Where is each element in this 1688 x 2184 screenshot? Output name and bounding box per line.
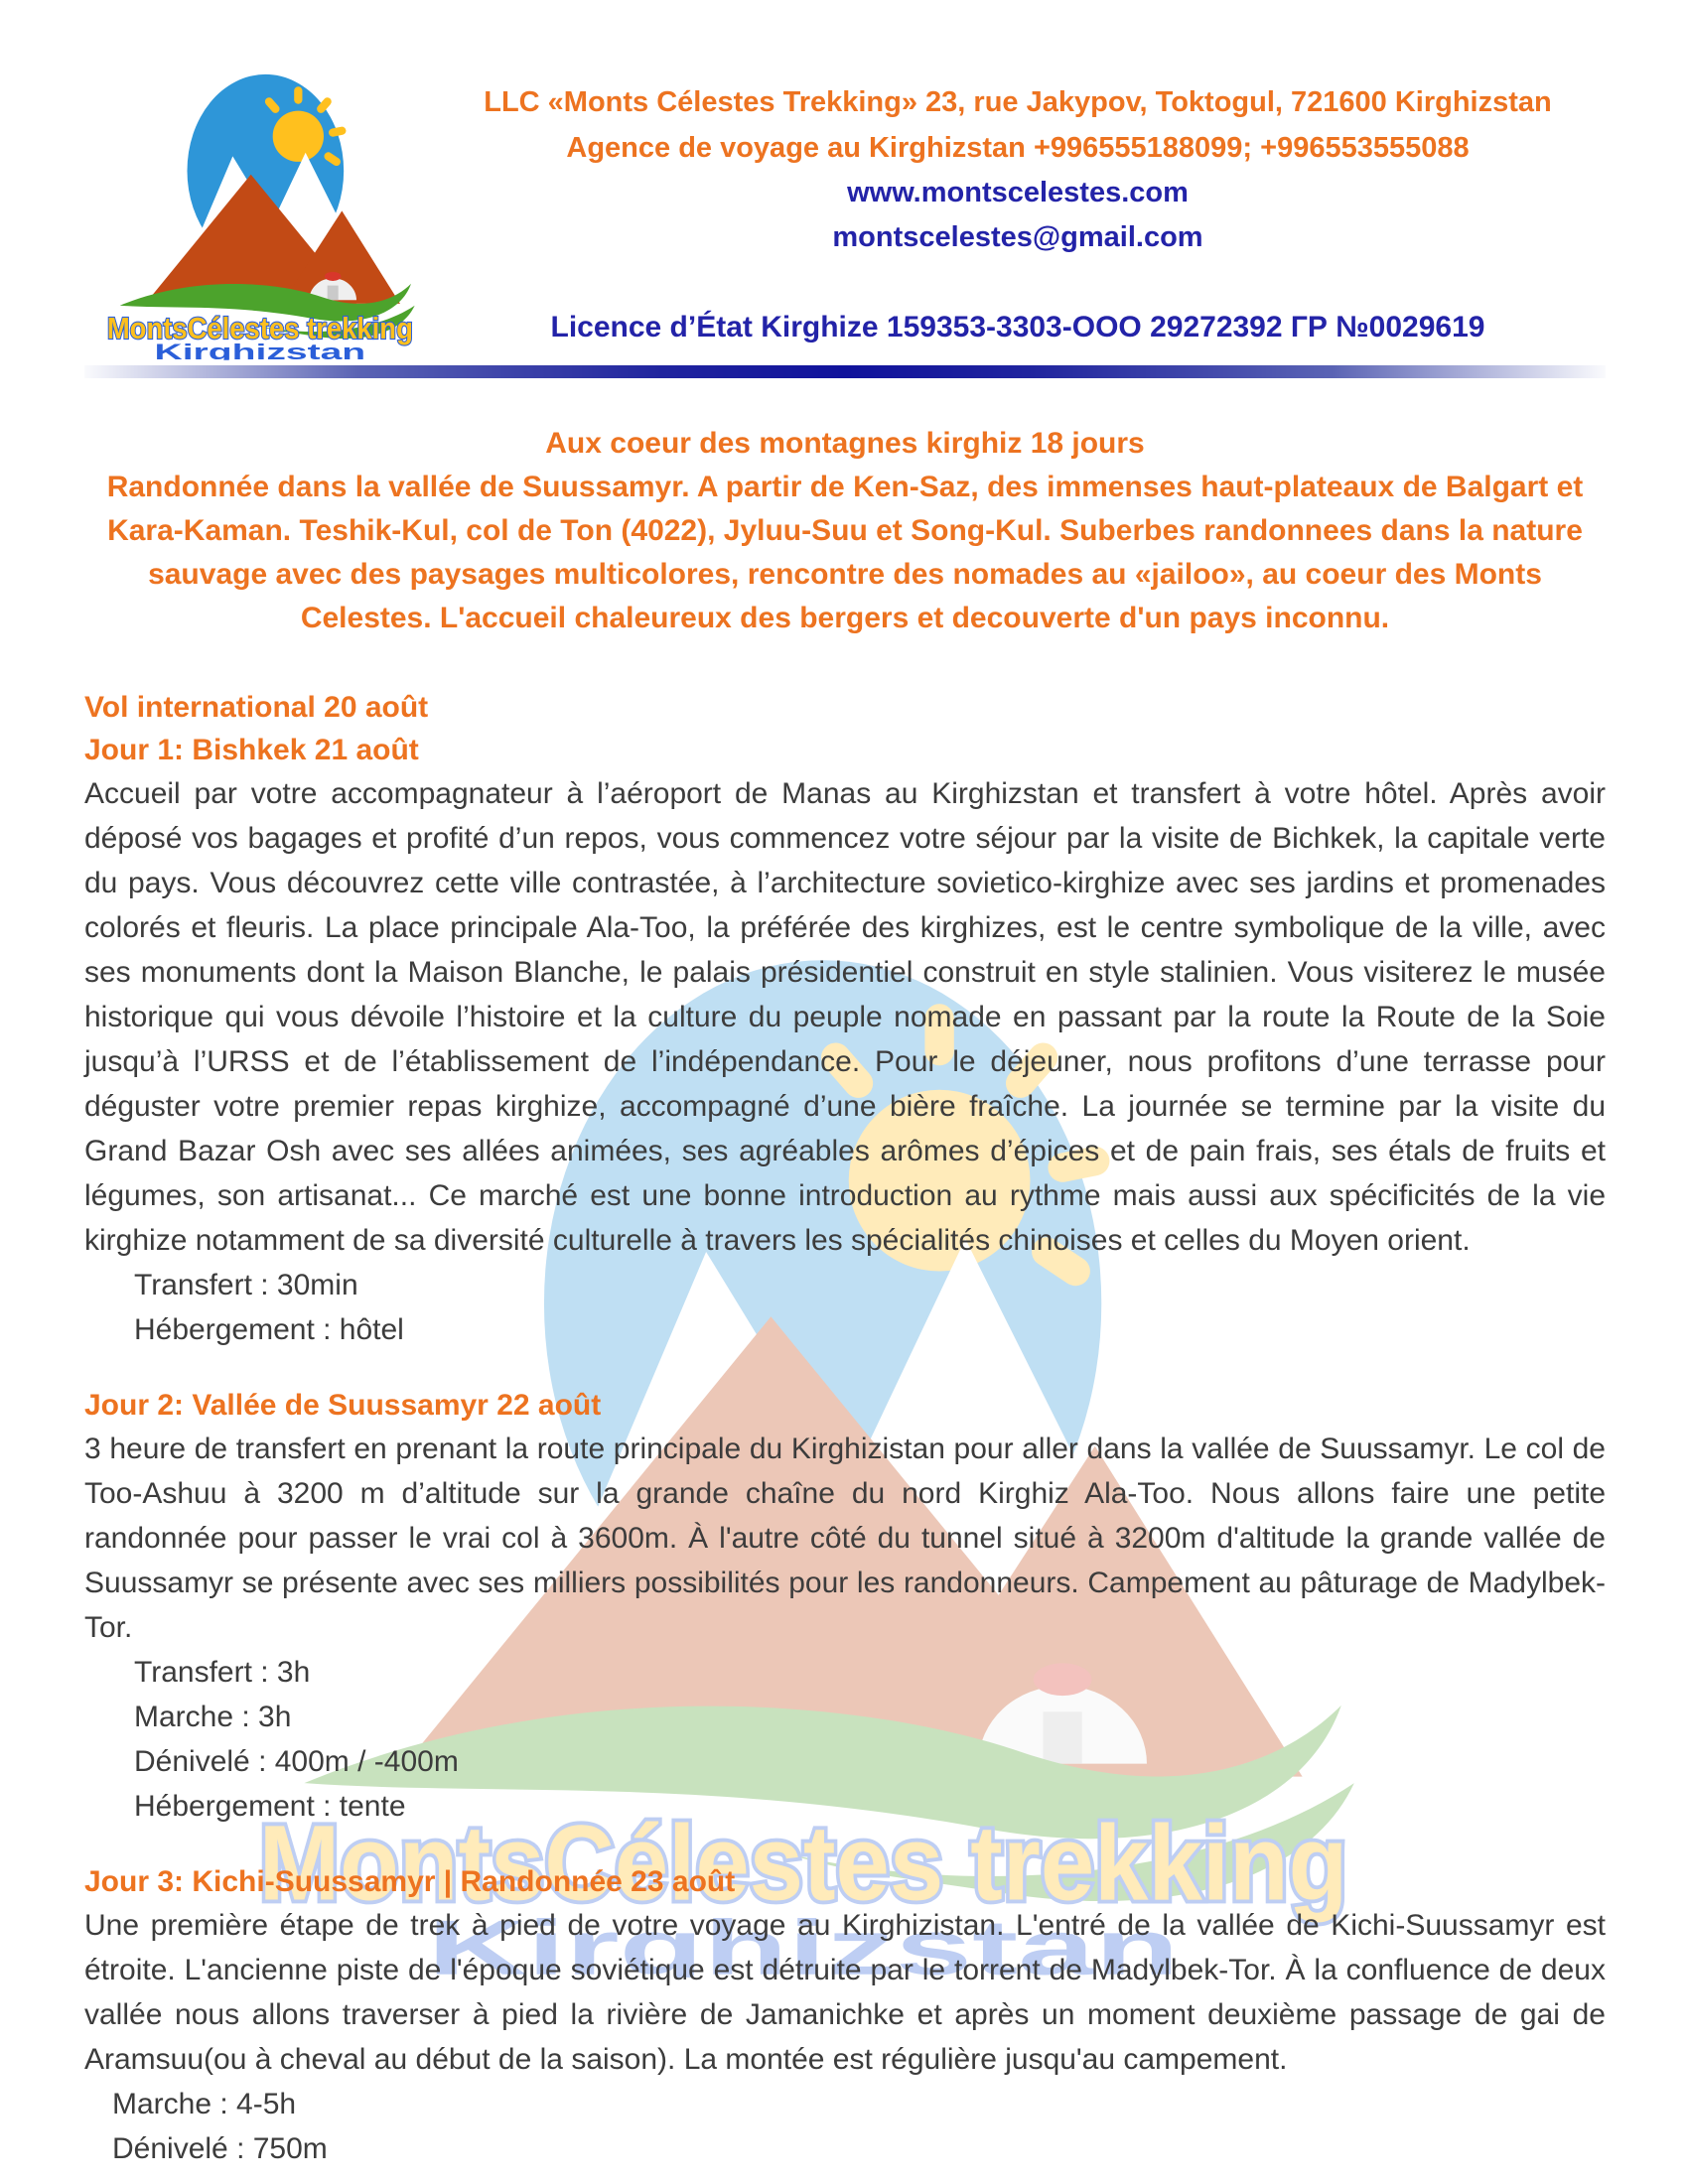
company-address-line: LLC «Monts Célestes Trekking» 23, rue Jakypov, Toktogul, 721600 Kirghizstan — [484, 86, 1552, 118]
stat-denivele: Dénivelé : 750m — [112, 2132, 328, 2165]
licence-line: Licence d’État Kirghize 159353-3303-ООО 29272392 ГР №0029619 — [550, 311, 1485, 343]
stat-marche: Marche : 3h — [134, 1701, 292, 1733]
day-1-body: Accueil par votre accompagnateur à l’aéroport de Manas au Kirghizstan et transfert à votre hôtel. Après avoir déposé vos bagages et profité d’un repos, vous commencez votre séjour par la visite de Bichkek, la capitale verte du pays. Vous découvrez cette ville contrastée, à l’architecture sovietico-kirghize avec ses jardins et promenades colorés et fleuris. La place principale Ala-Too, la préférée des kirghizes, est le centre symbolique de la ville, avec ses monuments dont la Maison Blanche, le palais présidentiel construit en style stalinien. Vous visiterez le musée historique qui vous dévoile l’histoire et la culture du peuple nomade en passant par la route la Route de la Soie jusqu’à l’URSS et de l’établissement de l’indépendance. Pour le déjeuner, nous profitons d’une terrasse pour déguster votre premier repas kirghize, accompagné d’une bière fraîche. La journée se termine par la visite du Grand Bazar Osh avec ses allées animées, ses agréables arômes d’épices et de pain frais, ses étals de fruits et légumes, son artisanat... Ce marché est une bonne introduction au rythme mais aussi aux spécificités de la vie kirghize notamment de sa diversité culturelle à travers les spécialités chinoises et celles du Moyen orient. — [84, 777, 1606, 1257]
day-1-header: Jour 1: Bishkek 21 août — [84, 734, 419, 766]
website-text: www.montscelestes.com — [847, 177, 1189, 208]
section-day-3 — [84, 1860, 1606, 2171]
stat-hebergement: Hébergement : tente — [134, 1790, 406, 1823]
day-3-header: Jour 3: Kichi-Suussamyr | Randonnée 23 août — [84, 1865, 736, 1898]
section-day-2 — [84, 1384, 1606, 1829]
email-text: montscelestes@gmail.com — [832, 221, 1203, 253]
itinerary-content — [84, 422, 1606, 2171]
stat-hebergement: Hébergement : hôtel — [134, 1313, 404, 1346]
section-day-1 — [84, 686, 1606, 1352]
trip-intro — [84, 422, 1606, 640]
stat-marche: Marche : 4-5h — [112, 2088, 297, 2120]
stat-denivele: Dénivelé : 400m / -400m — [134, 1745, 459, 1778]
day-2-stats — [84, 1650, 1606, 1829]
header-divider — [84, 365, 1606, 378]
day-2-body: 3 heure de transfert en prenant la route principale du Kirghizistan pour aller dans la vallée de Suussamyr. Le col de Too-Ashuu à 3200 m d’altitude sur la grande chaîne du nord Kirghiz Ala-Too. Nous allons faire une petite randonnée pour passer le vrai col à 3600m. À l'autre côté du tunnel situé à 3200m d'altitude la grande vallée de Suussamyr se présente avec ses milliers possibilités pour les randonneurs. Campement au pâturage de Madylbek-Tor. — [84, 1433, 1606, 1644]
day-3-stats — [84, 2082, 1606, 2171]
agency-phone-line: Agence de voyage au Kirghizstan +996555188099; +996553555088 — [566, 132, 1470, 164]
day-2-header: Jour 2: Vallée de Suussamyr 22 août — [84, 1389, 602, 1422]
trip-title: Aux coeur des montagnes kirghiz 18 jours — [545, 427, 1145, 460]
company-logo — [94, 60, 422, 360]
trip-description: Randonnée dans la vallée de Suussamyr. A partir de Ken-Saz, des immenses haut-plateaux de Balgart et Kara-Kaman. Teshik-Kul, col de Ton (4022), Jyluu-Suu et Song-Kul. Suberbes randonnees dans la nature sauvage avec des paysages multicolores, rencontre des nomades au «jailoo», au coeur des Monts Celestes. L'accueil chaleureux des bergers et decouverte d'un pays inconnu. — [106, 471, 1584, 634]
day-1-stats — [84, 1263, 1606, 1352]
day-1-pre-header: Vol international 20 août — [84, 691, 429, 724]
day-3-body: Une première étape de trek à pied de votre voyage au Kirghizistan. L'entré de la vallée de Kichi-Suussamyr est étroite. L'ancienne piste de l'époque soviétique est détruite par le torrent de Madylbek-Tor. À la confluence de deux vallée nous allons traverser à pied la rivière de Jamanichke et après un moment deuxième passage de gai de Aramsuu(ou à cheval au début de la saison). La montée est régulière jusqu'au campement. — [84, 1909, 1606, 2076]
letterhead — [427, 79, 1609, 349]
stat-transfert: Transfert : 3h — [134, 1656, 311, 1689]
stat-transfert: Transfert : 30min — [134, 1269, 358, 1301]
